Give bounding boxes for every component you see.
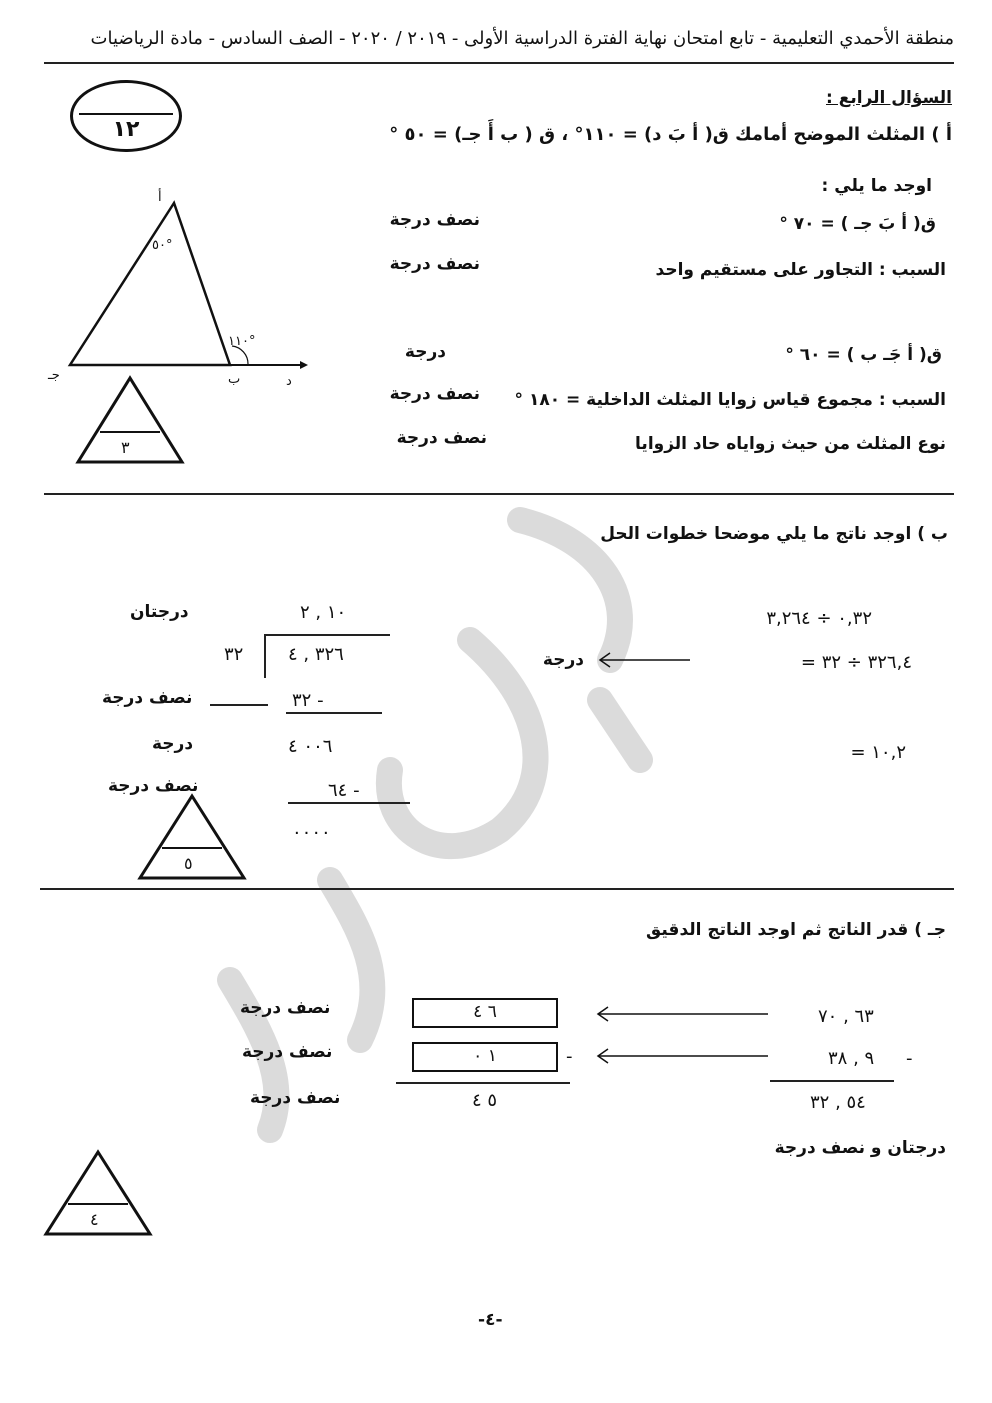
- vertex-a-label: أ: [158, 190, 162, 205]
- division-sub1-underline-left: [210, 704, 268, 706]
- division-sub1-underline: [286, 712, 382, 714]
- divider-a-b: [44, 493, 954, 495]
- estimate-value-2: ١ ٠: [473, 1046, 497, 1066]
- part-a-reason2: السبب : مجموع قياس زوايا المثلث الداخلية = ١٨٠ °: [514, 390, 946, 410]
- division-quotient-mark: درجتان: [130, 602, 189, 622]
- estimate-box-1[interactable]: [412, 998, 558, 1028]
- total-score-value: ١٢: [112, 117, 140, 142]
- part-a-line1-mark: نصف درجة: [389, 210, 480, 230]
- part-c-total-mark: درجتان و نصف درجة: [774, 1138, 946, 1158]
- division-dividend: ٣٢٦ , ٤: [288, 644, 344, 665]
- exact-underline: [770, 1080, 894, 1082]
- exact-value-1: ٦٣ , ٧٠: [818, 1006, 874, 1027]
- estimate-box-2[interactable]: [412, 1042, 558, 1072]
- exact-minus: -: [906, 1048, 913, 1069]
- division-sub2-underline: [288, 802, 410, 804]
- division-divisor: ٣٢: [224, 644, 244, 665]
- division-rem1-mark: درجة: [152, 734, 194, 754]
- part-a-line2-mark: درجة: [404, 342, 446, 362]
- part-a-reason1-mark: نصف درجة: [389, 254, 480, 274]
- part-b-expr: ٠,٣٢ ÷ ٣,٢٦٤: [766, 608, 872, 629]
- division-sub2: ٦٤ -: [328, 780, 360, 801]
- part-c-score: ٤: [90, 1210, 99, 1229]
- part-a-reason1: السبب : التجاور على مستقيم واحد: [655, 260, 946, 280]
- angle-a-label: ٥٠°: [152, 238, 173, 253]
- angle-abd-label: ١١٠°: [228, 334, 256, 349]
- division-sub1-mark: نصف درجة: [102, 688, 193, 708]
- part-b-prompt: ب ) اوجد ناتج ما يلي موضحا خطوات الحل: [600, 524, 948, 544]
- part-a-find: اوجد ما يلي :: [821, 176, 932, 196]
- part-a-type-mark: نصف درجة: [396, 428, 487, 448]
- division-sub1: ٣٢ -: [292, 690, 324, 711]
- part-c-mark-1: نصف درجة: [240, 998, 331, 1018]
- part-a-triangle-type: نوع المثلث من حيث زواياه حاد الزوايا: [635, 434, 946, 454]
- estimate-value-1: ٦ ٤: [473, 1002, 497, 1022]
- exact-value-2: ٩ , ٣٨: [828, 1048, 875, 1069]
- divider-b-c: [40, 888, 954, 890]
- page-number: -٤-: [478, 1310, 503, 1330]
- vertex-b-label: ب: [228, 372, 241, 387]
- total-score-badge: [70, 80, 182, 152]
- part-b-step1: = ٣٢٦,٤ ÷ ٣٢: [800, 652, 912, 673]
- part-c-mark-2: نصف درجة: [242, 1042, 333, 1062]
- header-divider: [44, 62, 954, 64]
- page-header: منطقة الأحمدي التعليمية - تابع امتحان نهاية الفترة الدراسية الأولى - ٢٠١٩ / ٢٠٢٠ - الصف السادس - مادة الرياضيات: [90, 28, 954, 49]
- estimate-underline: [396, 1082, 570, 1084]
- part-c-mark-3: نصف درجة: [250, 1088, 341, 1108]
- part-b-score: ٥: [184, 854, 193, 873]
- part-a-reason2-mark: نصف درجة: [389, 384, 480, 404]
- part-c-prompt: جـ ) قدر الناتج ثم اوجد الناتج الدقيق: [646, 920, 946, 940]
- part-b-result: = ١٠,٢: [850, 742, 906, 763]
- part-a-line2: ق( أ جَـ ب ) = ٦٠ °: [785, 345, 942, 365]
- division-rem1: ٠٠٦ ٤: [288, 736, 333, 757]
- part-b-step1-mark: درجة: [542, 650, 584, 670]
- part-a-score: ٣: [121, 438, 130, 457]
- part-a-intro: أ ) المثلث الموضح أمامك ق( أ بَ د) = ١١٠° ، ق ( ب أَ جـ) = ٥٠ °: [389, 124, 952, 145]
- exact-result: ٥٤ , ٣٢: [810, 1092, 866, 1113]
- estimate-minus: -: [566, 1046, 573, 1067]
- division-bracket: [264, 634, 266, 678]
- question-title: السؤال الرابع :: [826, 88, 952, 108]
- division-quotient: ١٠ , ٢: [300, 602, 347, 623]
- division-sub2-mark: نصف درجة: [108, 776, 199, 796]
- division-final: ٠٠٠٠: [292, 822, 331, 843]
- vertex-c-label: جـ: [48, 368, 60, 383]
- point-d-label: د: [286, 374, 292, 389]
- estimate-result: ٥ ٤: [472, 1090, 498, 1111]
- division-bar: [264, 634, 390, 636]
- part-a-line1: ق( أ بَ جـ ) = ٧٠ °: [779, 214, 936, 234]
